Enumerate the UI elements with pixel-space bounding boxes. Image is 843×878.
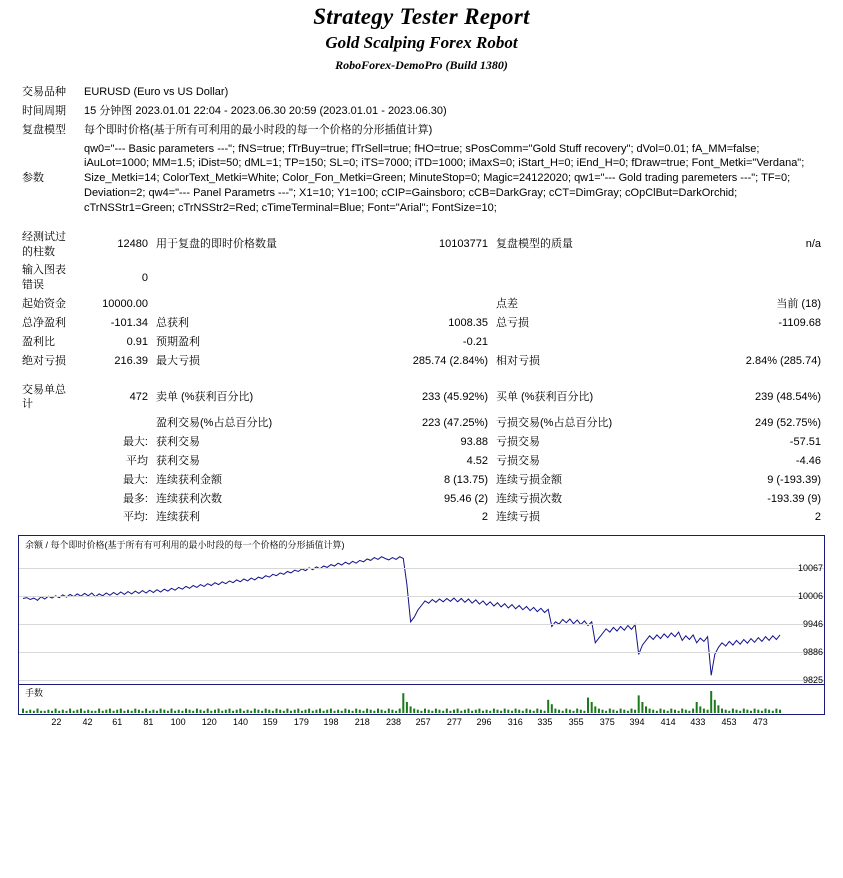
period-value: 15 分钟图 2023.01.01 22:04 - 2023.06.30 20:59 (2023.01.01 - 2023.06.30) [84,104,447,117]
info-row-model [18,121,825,140]
chart-y-tick: 10006 [797,591,823,601]
trades-text-a: 连续获利金额 [156,473,222,486]
row-value-c: 当前 (18) [776,298,821,311]
trades-text-b: 连续亏损金额 [496,473,562,486]
chart-x-tick: 179 [293,717,309,728]
trades-value-a: 2 [481,511,488,524]
trades-row-label [18,433,80,452]
trades-row-profit-trades [18,414,825,433]
trades-text-b: 亏损交易 [496,436,540,449]
trades-row-label [18,508,80,527]
chart-x-tick: 81 [143,717,154,728]
info-row-symbol [18,83,825,102]
trades-value-b: -57.51 [789,436,821,449]
trades-row-average [18,452,825,471]
row-value-b [384,295,492,314]
row-value-c: 2.84% (285.74) [745,354,821,367]
trades-row-max-consecutive-amount [18,471,825,490]
chart-x-tick: 61 [112,717,123,728]
chart-x-tick: 120 [201,717,217,728]
chart-x-tick: 257 [415,717,431,728]
trades-text-b: 连续亏损次数 [496,492,562,505]
row-value-b [384,261,492,295]
row-text-a [152,261,384,295]
row-text-b: 复盘模型的质量 [496,238,573,251]
chart-x-tick: 198 [323,717,339,728]
row-text-a: 预期盈利 [156,335,200,348]
chart-x-tick: 159 [262,717,278,728]
row-value-a: 12480 [117,238,148,251]
params-value: qw0="--- Basic parameters ---"; fNS=true; fTrBuy=true; fTrSell=true; fHO=true; sPosComm="Gold Stuff recovery"; dVol=0.01; fA_MM=false; iAuLot=1000; MM=1.5; iDist=50; dML=1; TP=150; SL=0; iTS=7000; iTD=1000; iMaxS=0; iStart_H=0; iEnd_H=0; fDraw=true; Font_Metki="Verdana"; Size_Metki=14; ColorText_Metki=White; Color_Fon_Metki=Green; MinuteStop=0; Magic=24122020; qw1="--- Gold trading paremeters ---"; TF=0; Deviation=2; qw4="--- Panel Parametrs ---"; X1=10; Y1=100; cCIP=Gainsboro; cCB=DarkGray; cCT=DimGray; cOpClBut=DarkOrchid; cTrNSStr1=Green; cTrNSStr2=Red; cTimeTerminal=Blue; Font="Arial"; FontSize=10; [84,142,805,214]
row-value-b: -0.21 [462,335,488,348]
chart-x-tick: 355 [568,717,584,728]
volume-bars [19,685,825,715]
trades-row-sublabel: 平均 [126,454,148,467]
trades-text-a: 连续获利次数 [156,492,222,505]
report-broker: RoboForex-DemoPro (Build 1380) [335,58,508,72]
row-text-b [492,261,672,295]
trades-row-sublabel: 平均: [122,511,148,524]
row-label: 盈利比 [22,335,55,348]
params-label: 参数 [22,172,44,185]
info-table [18,83,825,218]
row-text-b: 相对亏损 [496,354,540,367]
volume-plot-area [18,685,825,715]
row-value-a: -101.34 [110,316,148,329]
chart-y-tick: 10067 [797,562,823,573]
chart-x-tick: 335 [537,717,553,728]
trades-value-a: 93.88 [460,436,488,449]
row-label: 输入图表错误 [22,264,66,292]
row-text-b: 总亏损 [496,316,529,329]
row-label: 绝对亏损 [22,354,66,367]
trades-row-avg-consecutive [18,508,825,527]
row-value-a: 10000.00 [102,298,148,311]
trades-total-label: 交易单总计 [22,383,66,411]
chart-x-tick: 433 [690,717,706,728]
row-label: 起始资金 [22,298,66,311]
chart-x-tick: 296 [476,717,492,728]
model-label: 复盘模型 [22,123,66,136]
row-value-b: 10103771 [439,238,488,251]
chart-y-tick: 9886 [802,646,823,657]
row-value-c [672,261,825,295]
row-text-a: 最大亏损 [156,354,200,367]
row-text-a: 总获利 [156,316,189,329]
row-value-c [672,333,825,352]
stats-row-net-profit [18,314,825,333]
row-text-a: 用于复盘的即时价格数量 [156,238,277,251]
row-value-a: 0 [141,271,148,284]
stats-row-bars [18,228,825,262]
trades-value-a: 223 (47.25%) [421,417,488,430]
period-label: 时间周期 [22,104,66,117]
trades-value-a: 233 (45.92%) [421,390,488,403]
trades-text-b: 买单 (%获利百分比) [496,390,594,403]
trades-text-b: 连续亏损 [496,511,540,524]
stats-row-profit-factor [18,333,825,352]
chart-x-tick: 394 [629,717,645,728]
trades-value-b: -4.46 [795,454,821,467]
chart-gridline [19,680,824,681]
chart-x-tick: 453 [721,717,737,728]
trades-row-max-consecutive-count [18,490,825,509]
chart-x-axis [18,715,825,731]
chart-x-tick: 238 [385,717,401,728]
trades-value-b: 249 (52.75%) [754,417,821,430]
balance-chart [18,535,825,731]
trades-row-label [18,452,80,471]
chart-gridline [19,624,824,625]
chart-plot-area [18,535,825,685]
chart-x-tick: 140 [232,717,249,728]
row-value-b: 285.74 (2.84%) [412,354,488,367]
chart-x-tick: 375 [599,717,615,728]
trades-value-a: 95.46 (2) [443,492,488,505]
trades-row-label [18,490,80,509]
trades-row-spacer [80,414,152,433]
stats-row-drawdown [18,352,825,371]
row-text-a [152,295,384,314]
chart-gridline [19,596,824,597]
chart-title: 余额 / 每个即时价格(基于所有有可利用的最小时段的每一个价格的分形插值计算) [25,540,345,551]
row-value-c: -1109.68 [778,316,821,329]
trades-row-label [18,471,80,490]
trades-value-b: -193.39 (9) [767,492,821,505]
info-row-params [18,140,825,218]
row-text-b: 点差 [496,298,518,311]
balance-line [19,536,826,686]
chart-x-tick: 22 [51,717,62,728]
trades-table [18,381,825,528]
trades-row-sublabel: 最多: [122,492,148,505]
trades-row-label [18,414,80,433]
trades-text-a: 连续获利 [156,511,200,524]
stats-row-initial-deposit [18,295,825,314]
row-value-a: 0.91 [126,335,148,348]
stats-row-chart-errors [18,261,825,295]
report-subtitle: Gold Scalping Forex Robot [325,33,518,52]
trades-text-a: 获利交易 [156,436,200,449]
symbol-value: EURUSD (Euro vs US Dollar) [84,86,229,98]
stats-table [18,228,825,371]
trades-row-sublabel: 最大: [122,473,148,486]
trades-text-a: 获利交易 [156,454,200,467]
trades-text-a: 盈利交易(%占总百分比) [156,417,273,430]
chart-gridline [19,652,824,653]
chart-y-tick: 9825 [802,675,823,686]
chart-x-tick: 277 [446,717,462,728]
trades-value-b: 9 (-193.39) [767,473,821,486]
chart-x-tick: 316 [507,717,523,728]
trades-total-value: 472 [129,390,148,403]
trades-value-b: 2 [814,511,821,524]
chart-x-tick: 414 [660,717,676,728]
row-text-b [492,333,672,352]
trades-text-a: 卖单 (%获利百分比) [156,390,254,403]
info-row-period [18,102,825,121]
trades-text-b: 亏损交易 [496,454,540,467]
trades-text-b: 亏损交易(%占总百分比) [496,417,613,430]
chart-y-tick: 9946 [802,618,823,629]
trades-row-total [18,381,825,415]
trades-value-a: 4.52 [466,454,488,467]
symbol-label: 交易品种 [22,86,66,98]
row-value-c: n/a [805,238,821,251]
chart-x-tick: 42 [82,717,93,728]
row-value-b: 1008.35 [448,316,488,329]
trades-value-a: 8 (13.75) [443,473,488,486]
chart-gridline [19,568,824,569]
row-label: 经测试过的柱数 [22,230,66,258]
row-label: 总净盈利 [22,316,66,329]
chart-x-tick: 218 [354,717,370,728]
volume-title: 手数 [25,688,44,699]
report-header [18,0,825,73]
row-value-a: 216.39 [114,354,148,367]
trades-value-b: 239 (48.54%) [754,390,821,403]
chart-x-tick: 100 [170,717,186,728]
model-value: 每个即时价格(基于所有可利用的最小时段的每一个价格的分形插值计算) [84,123,433,136]
chart-x-tick: 473 [752,717,768,728]
trades-row-largest [18,433,825,452]
report-title: Strategy Tester Report [313,4,530,29]
trades-row-sublabel: 最大: [122,436,148,449]
